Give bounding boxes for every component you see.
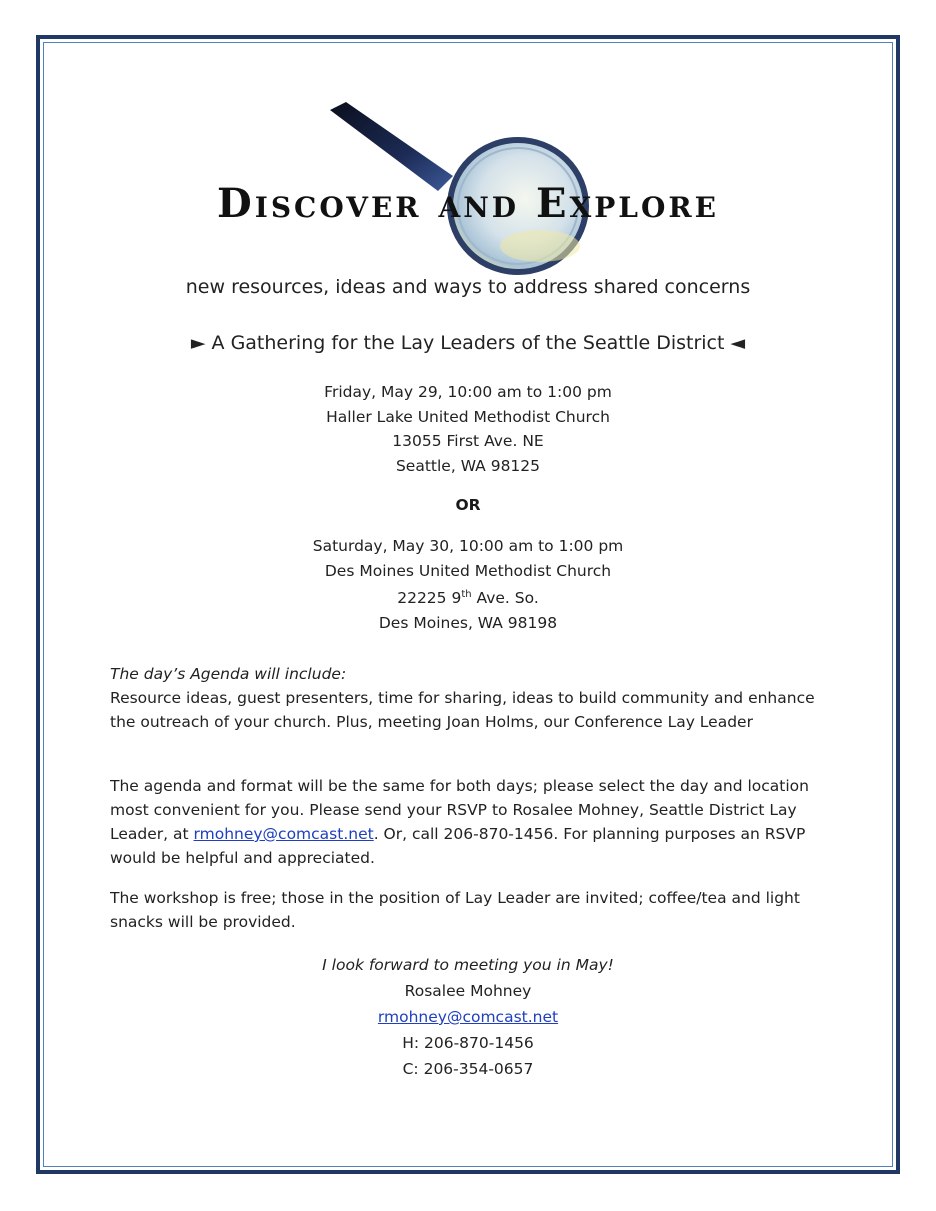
address-street: Ave. So. — [471, 589, 539, 608]
event-saturday — [0, 534, 936, 635]
event-friday — [0, 380, 936, 478]
rsvp-email-link[interactable]: rmohney@comcast.net — [193, 825, 374, 843]
event-address — [0, 583, 936, 611]
agenda-text: Resource ideas, guest presenters, time for sharing, ideas to build community and enhance the outreach of your church. Plus, meeting Joan Holms, our Conference Lay Leader — [110, 689, 815, 731]
signature-block — [0, 952, 936, 1082]
rsvp-paragraph — [110, 774, 830, 870]
event-date: Friday, May 29, 10:00 am to 1:00 pm — [324, 383, 612, 401]
address-number: 22225 9 — [397, 589, 462, 608]
event-date: Saturday, May 30, 10:00 am to 1:00 pm — [312, 537, 624, 555]
agenda-section — [110, 662, 830, 734]
page-title: Discover and Explore — [217, 180, 719, 227]
event-church: Haller Lake United Methodist Church — [326, 407, 610, 426]
rsvp-text: The agenda and format will be the same for both days; please select the day and location most convenient for you. Please send your RSVP to Rosalee Mohney, Seattle District Lay Leader, at — [110, 777, 809, 843]
home-phone: H: 206-870-1456 — [402, 1034, 534, 1052]
event-church: Des Moines United Methodist Church — [324, 561, 612, 580]
signature-name: Rosalee Mohney — [404, 982, 532, 1000]
or-separator: OR — [455, 496, 481, 514]
rsvp-text-after: . Or, call 206-870-1456. For planning purposes an RSVP would be helpful and appreciated. — [110, 825, 806, 867]
address-ordinal: th — [461, 589, 472, 600]
gathering-heading: ► A Gathering for the Lay Leaders of the Seattle District ◄ — [190, 332, 746, 354]
subtitle: new resources, ideas and ways to address shared concerns — [185, 276, 751, 298]
event-city: Seattle, WA 98125 — [395, 456, 541, 475]
signature-email-link[interactable]: rmohney@comcast.net — [377, 1008, 559, 1026]
event-city: Des Moines, WA 98198 — [378, 613, 558, 632]
event-address: 13055 First Ave. NE — [392, 432, 544, 450]
workshop-paragraph: The workshop is free; those in the position of Lay Leader are invited; coffee/tea and light snacks will be provided. — [110, 889, 800, 931]
closing-line: I look forward to meeting you in May! — [322, 956, 614, 974]
agenda-heading: The day’s Agenda will include: — [110, 665, 347, 683]
cell-phone: C: 206-354-0657 — [402, 1060, 534, 1078]
